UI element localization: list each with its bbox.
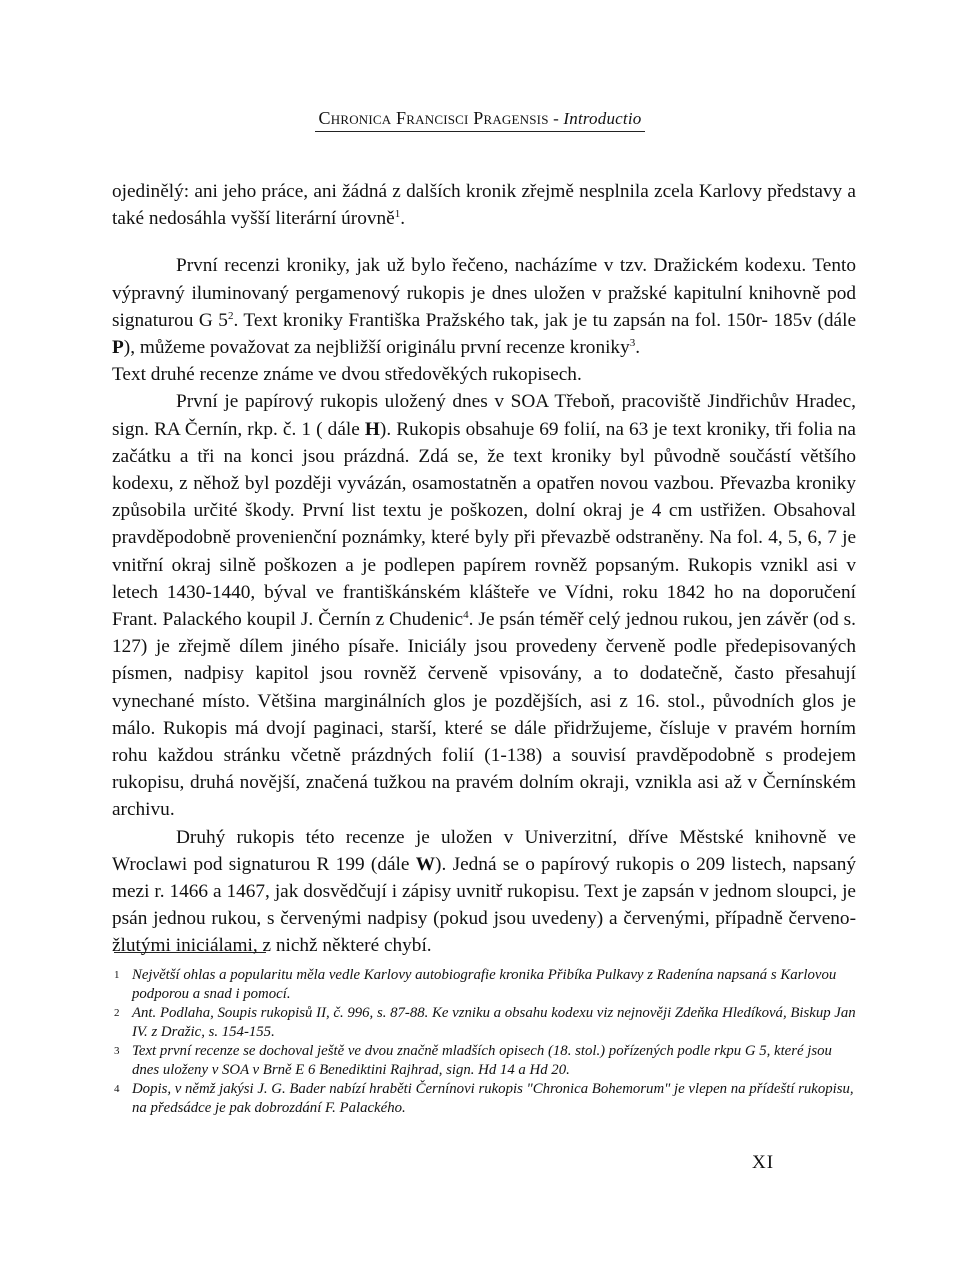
text-segment: Text druhé recenze známe ve dvou středověkých rukopisech. <box>112 364 582 386</box>
text-segment: . Text kroniky Františka Pražského tak, jak je tu zapsán na fol. 150r- 185v (dále <box>233 309 856 331</box>
footnote-text: Dopis, v němž jakýsi J. G. Bader nabízí hraběti Černínovi rukopis "Chronica Bohemorum" je vlepen na přídeští rukopisu, na předsádce je pak dobrozdání F. Palackého. <box>132 1081 854 1116</box>
text-segment: Druhý rukopis této recenze je uložen v Univerzitní, dříve Městské knihovně ve Wroclawi pod signaturou R 199 (dále <box>112 826 856 875</box>
footnote <box>114 1004 858 1042</box>
text-segment: První je papírový rukopis uložený dnes v SOA Třeboň, pracoviště Jindřichův Hradec, sign. RA Černín, rkp. č. 1 ( dále <box>112 391 856 440</box>
footnote <box>114 1080 858 1118</box>
footnote-reference: 3 <box>629 337 636 350</box>
footnote-text: Ant. Podlaha, Soupis rukopisů II, č. 996, s. 87-88. Ke vzniku a obsahu kodexu viz nejnověji Zdeňka Hledíková, Biskup Jan IV. z Dražic, s. 154-155. <box>132 1005 856 1040</box>
manuscript-siglum: W <box>415 853 436 875</box>
text-segment: ojedinělý: ani jeho práce, ani žádná z dalších kronik zřejmě nesplnila zcela Karlovy představy a také nedosáhla vyšší literární úrovně <box>112 181 856 230</box>
main-text <box>112 178 856 960</box>
paragraph <box>112 252 856 361</box>
footnote-number: 2 <box>114 1007 120 1019</box>
paragraph <box>112 178 856 232</box>
text-segment: ). Rukopis obsahuje 69 folií, na 63 je text kroniky, tři folia na začátku a tři na konci jsou prázdná. Zdá se, že text kroniky byl původně součástí většího kodexu, z něhož byl později vyvázán, osamostatněn a opatřen novou vazbou. Převazba kroniky způsobila určité škody. První list textu je poškozen, dolní okraj je 4 cm ustřižen. Obsahoval pravděpodobně provenienční poznámky, které byly při převazbě odstraněny. Na fol. 4, 5, 6, 7 je vnitřní okraj silně poškozen a je podlepen papírem rovněž popsaným. Rukopis vznikl asi v letech 1430-1440, býval ve františkánském klášteře ve Vídni, roku 1842 ho na doporučení Frant. Palackého koupil J. Černín z Chudenic <box>112 418 856 631</box>
footnote-reference: 2 <box>227 309 234 322</box>
page-number: XI <box>752 1152 775 1173</box>
text-segment: První recenzi kroniky, jak už bylo řečeno, nacházíme v tzv. Dražickém kodexu. Tento výpravný iluminovaný pergamenový rukopis je dnes uložen v pražské kapitulní knihovně pod signaturou G 5 <box>112 255 856 331</box>
text-segment: . <box>635 337 641 359</box>
footnote-text: Text první recenze se dochoval ještě ve dvou značně mladších opisech (18. stol.) pořízených podle rkpu G 5, které jsou dnes uloženy v SOA v Brně E 6 Benediktini Rajhrad, sign. Hd 14 a Hd 20. <box>132 1043 832 1078</box>
running-head-subtitle: Introductio <box>563 109 642 128</box>
footnote-number: 1 <box>114 969 120 981</box>
paragraph <box>112 388 856 823</box>
footnote <box>114 966 858 1004</box>
text-segment: . Je psán téměř celý jednou rukou, jen závěr (od s. 127) je zřejmě dílem jiného písaře. Iniciály jsou provedeny červeně podle předepisovaných písmen, nadpisy kapitol jsou rovněž červeně vpisovány, a to dodatečně, často přesahují vynechané místo. Většina marginálních glos je pozdějších, asi z 16. stol., původních glos je málo. Rukopis má dvojí paginaci, starší, které se dále přidržujeme, čísluje v pravém horním rohu každou stránku včetně prázdných folií (1-138) a souvisí pravděpodobně s prodejem rukopisu, druhá novější, značená tužkou na pravém dolním okraji, vznikla asi až v Černínském archivu. <box>112 609 856 821</box>
manuscript-siglum: P <box>112 337 124 359</box>
footnote-text: Největší ohlas a popularitu měla vedle Karlovy autobiografie kronika Přibíka Pulkavy z Radenína napsaná s Karlovou podporou a snad i pomocí. <box>132 967 837 1002</box>
manuscript-siglum: H <box>364 418 380 440</box>
footnote-reference: 4 <box>463 609 469 622</box>
footnotes <box>114 966 858 1118</box>
footnote-number: 4 <box>114 1083 120 1095</box>
text-segment: ), můžeme považovat za nejbližší originálu první recenze kroniky <box>123 337 630 359</box>
running-head <box>0 108 960 132</box>
running-head-separator: - <box>548 109 564 128</box>
footnote-number: 3 <box>114 1045 120 1057</box>
footnote <box>114 1042 858 1080</box>
text-segment: ). Jedná se o papírový rukopis o 209 listech, napsaný mezi r. 1466 a 1467, jak dosvědčují i zápisy uvnitř rukopisu. Text je zapsán v jednom sloupci, je psán jednou rukou, s červenými nadpisy (pokud jsou uvedeny) a červenými, případně červeno-žlutými iniciálami, z nichž některé chybí. <box>112 853 856 957</box>
paragraph <box>112 361 856 388</box>
paragraph <box>112 824 856 960</box>
text-segment: . <box>400 208 406 230</box>
footnote-reference: 1 <box>394 208 401 221</box>
footnote-rule <box>114 952 266 953</box>
running-head-title: Chronica Francisci Pragensis <box>318 108 549 128</box>
